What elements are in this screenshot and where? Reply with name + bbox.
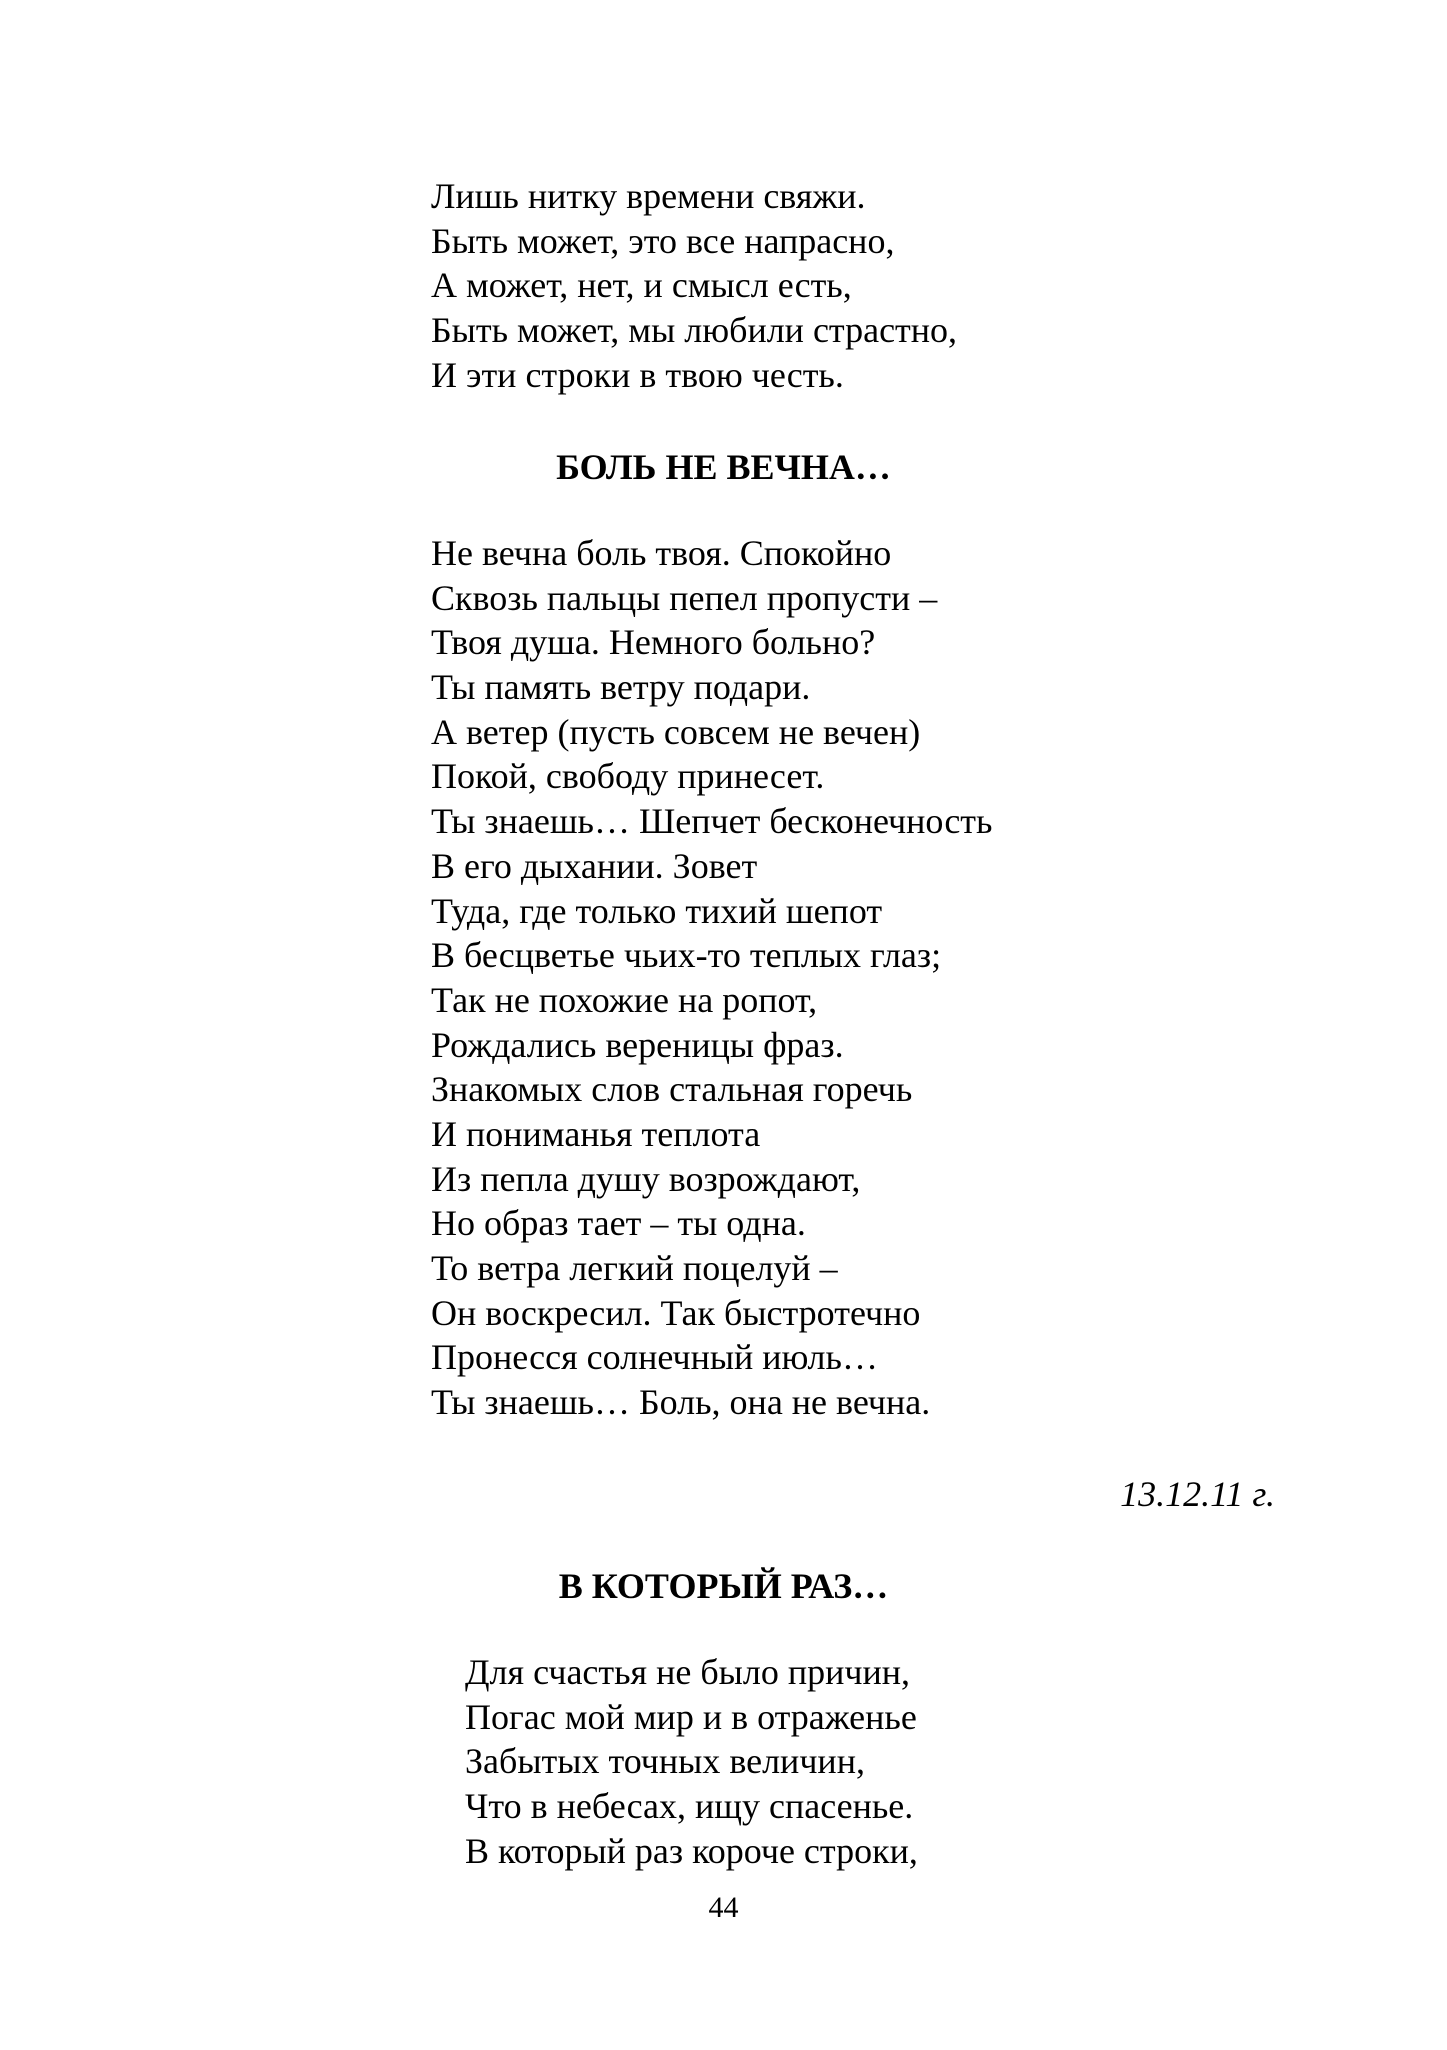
verse-line: Но образ тает – ты одна. (431, 1203, 806, 1244)
poem-date: 13.12.11 г. (1120, 1474, 1275, 1514)
verse-line: Ты память ветру подари. (431, 667, 811, 708)
page-number: 44 (708, 1891, 739, 1924)
verse-line: В который раз короче строки, (465, 1830, 918, 1871)
verse-line: Быть может, это все напрасно, (431, 220, 895, 261)
verse-line: Лишь нитку времени свяжи. (431, 176, 866, 216)
verse-line: Рождались вереницы фраз. (431, 1024, 844, 1065)
verse-line: Покой, свободу принесет. (431, 756, 825, 797)
verse-line: И пониманья теплота (431, 1113, 761, 1154)
verse-line: А ветер (пусть совсем не вечен) (431, 711, 921, 752)
poem-title: В КОТОРЫЙ РАЗ… (558, 1566, 889, 1606)
verse-line: Он воскресил. Так быстротечно (431, 1292, 921, 1333)
verse-line: Пронесся солнечный июль… (431, 1337, 878, 1378)
verse-line: Туда, где только тихий шепот (431, 890, 883, 931)
verse-line: Знакомых слов стальная горечь (431, 1069, 913, 1110)
verse-line: Погас мой мир и в отраженье (465, 1696, 917, 1737)
verse-line: Ты знаешь… Шепчет бесконечность (431, 801, 993, 842)
verse-line: Ты знаешь… Боль, она не вечна. (431, 1382, 931, 1423)
verse-line: Не вечна боль твоя. Спокойно (431, 533, 892, 573)
verse-line: То ветра легкий поцелуй – (431, 1248, 838, 1288)
verse-line: Что в небесах, ищу спасенье. (465, 1786, 914, 1827)
poem-body (465, 1650, 918, 1873)
poem-body (431, 531, 992, 1425)
verse-line: В его дыхании. Зовет (431, 845, 758, 886)
verse-line: Сквозь пальцы пепел пропусти – (431, 577, 938, 618)
verse-line: В бесцветье чьих-то теплых глаз; (431, 935, 942, 976)
poem-title: БОЛЬ НЕ ВЕЧНА… (556, 447, 891, 487)
verse-line: Из пепла душу возрождают, (431, 1158, 861, 1199)
verse-line: Быть может, мы любили страстно, (431, 310, 958, 351)
verse-line: А может, нет, и смысл есть, (431, 265, 852, 306)
verse-line: И эти строки в твою честь. (431, 354, 844, 395)
verse-line: Забытых точных величин, (465, 1741, 865, 1782)
verse-line: Для счастья не было причин, (465, 1652, 910, 1692)
verse-line: Твоя душа. Немного больно? (431, 622, 876, 663)
verse-line: Так не похожие на ропот, (431, 979, 818, 1020)
continued-stanza (431, 174, 957, 397)
